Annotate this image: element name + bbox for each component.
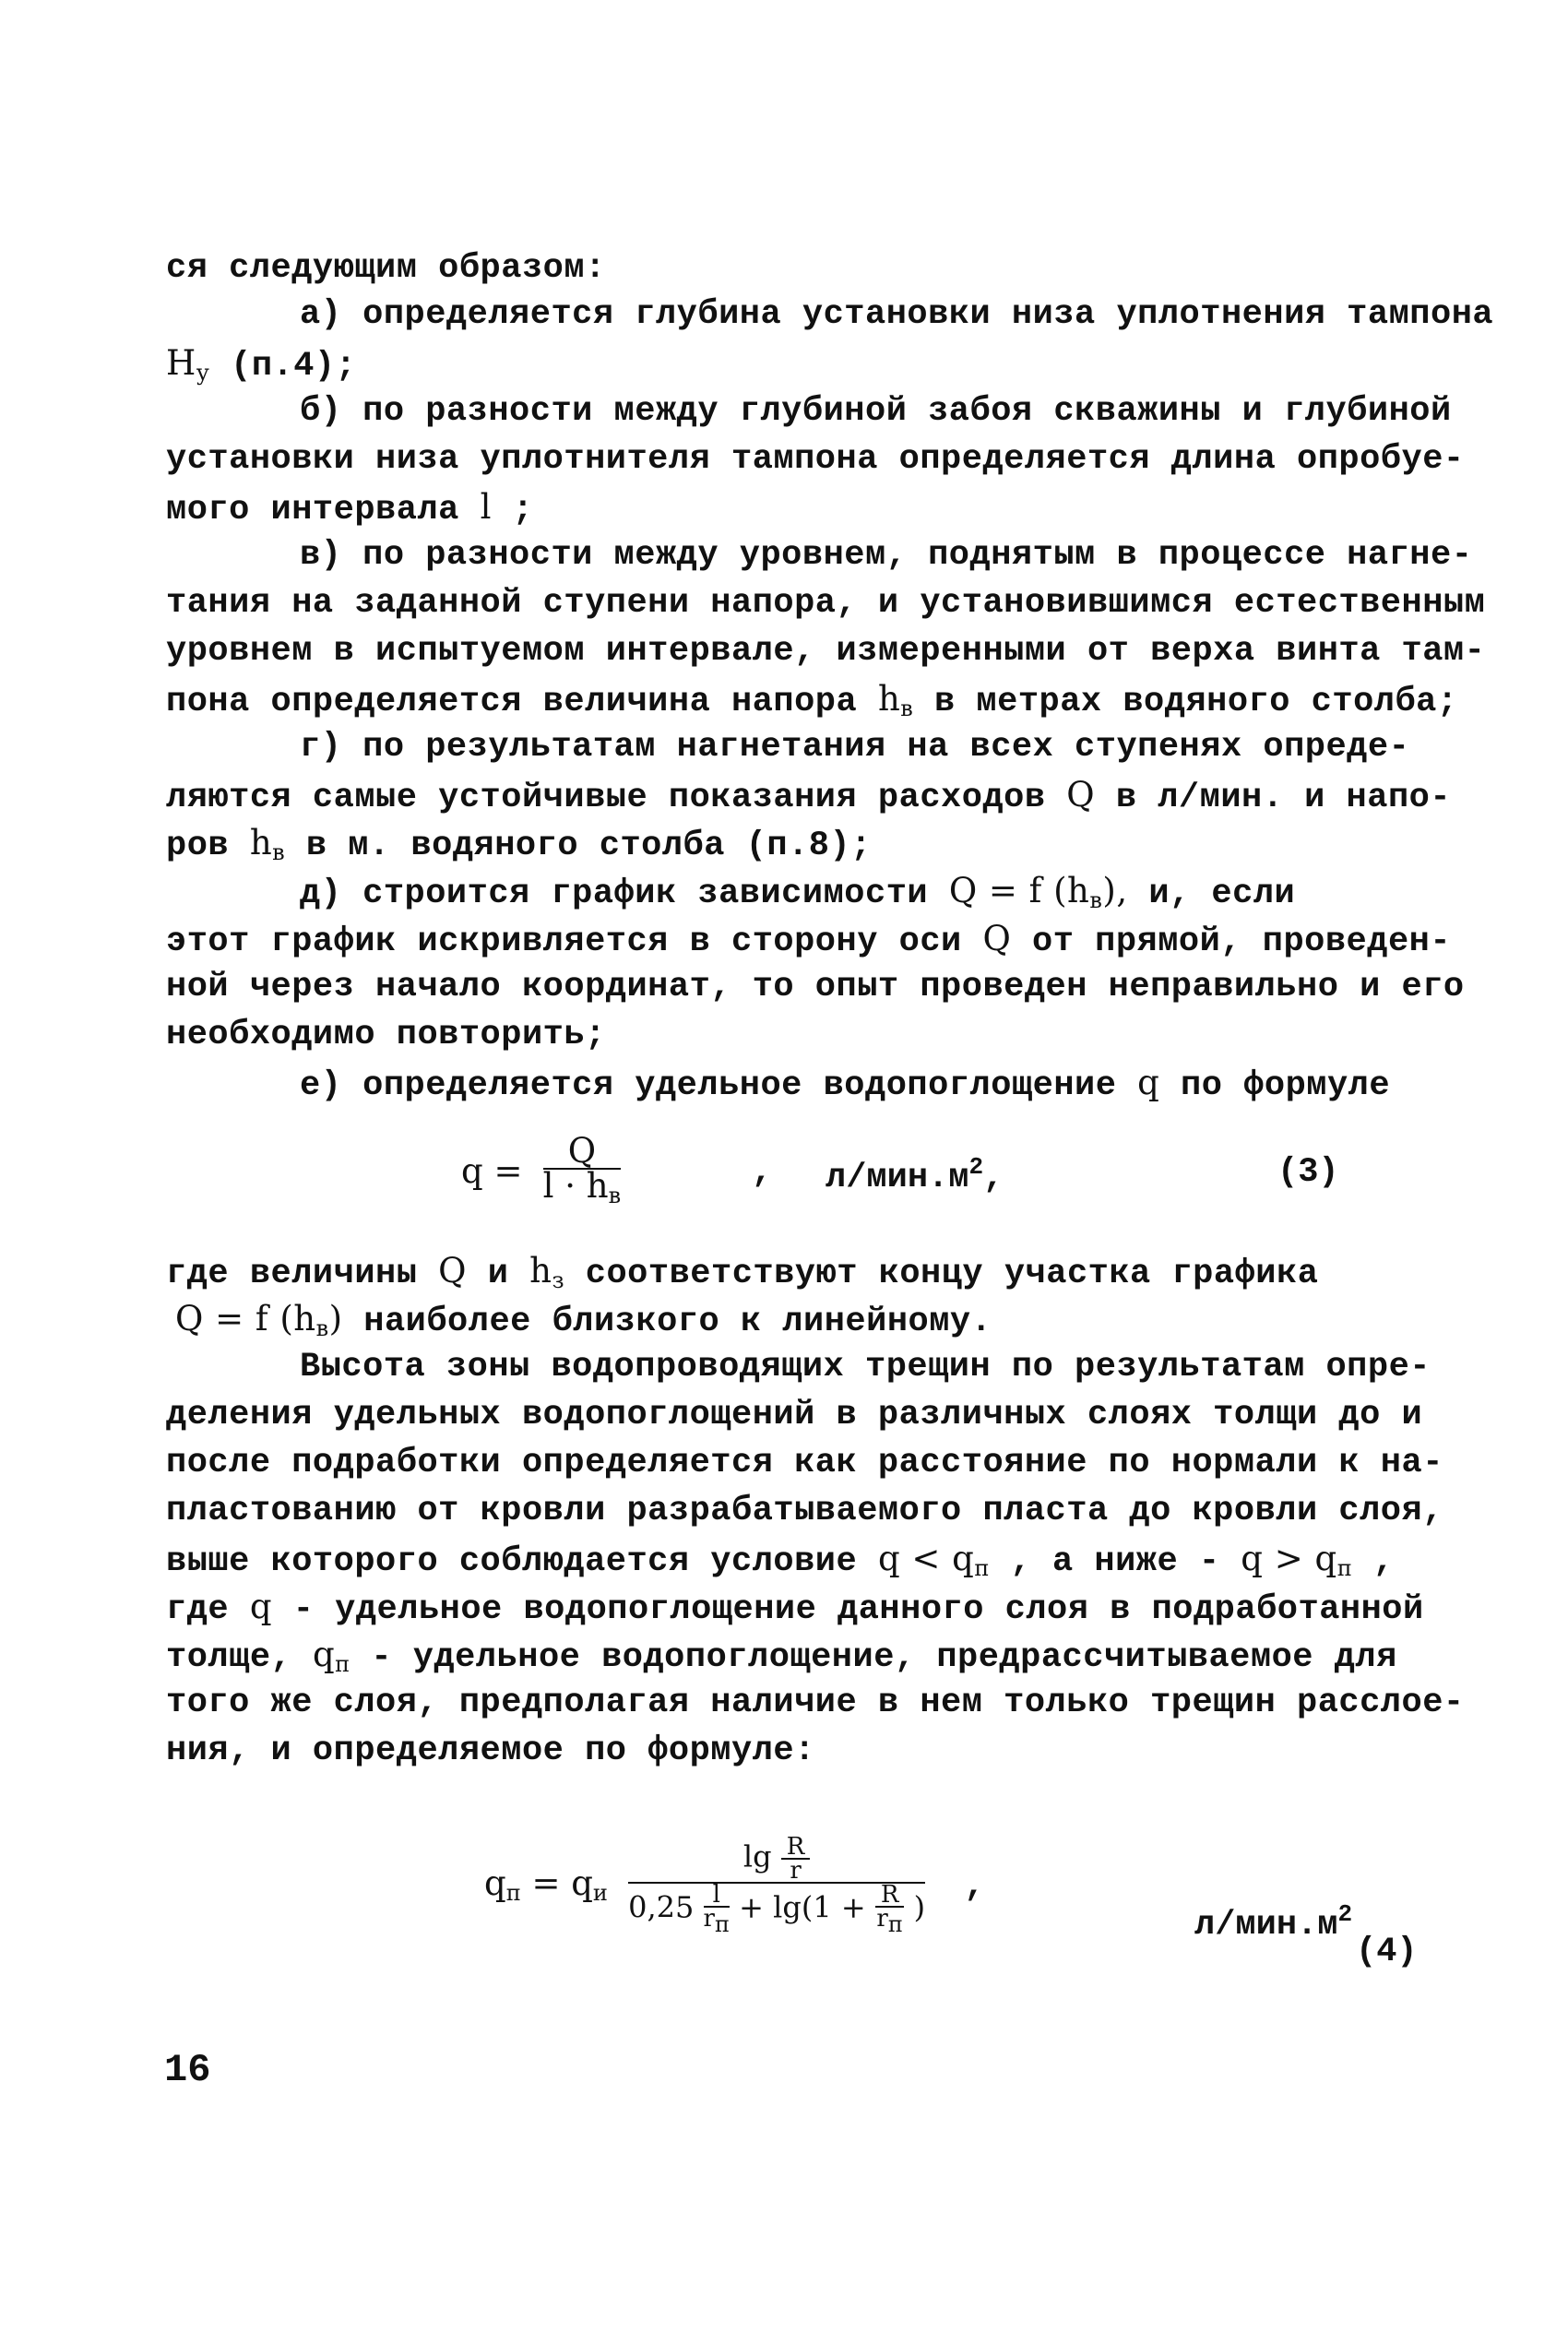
text-fragment: толще, bbox=[166, 1638, 313, 1677]
subscript: п bbox=[714, 1911, 730, 1937]
text-fragment: - удельное водопоглощение, предрассчитываемое для bbox=[350, 1638, 1397, 1677]
text-fragment: и, если bbox=[1127, 874, 1296, 913]
subscript: в bbox=[608, 1183, 622, 1208]
formula-eq: = q bbox=[520, 1862, 593, 1903]
text-line bbox=[166, 1727, 1420, 1775]
formula-units bbox=[1194, 1900, 1352, 1945]
text-line bbox=[300, 291, 1494, 339]
formula-4 bbox=[484, 1833, 985, 1937]
inner-numerator: R bbox=[875, 1884, 905, 1908]
inner-fraction bbox=[875, 1881, 905, 1937]
variable: q bbox=[312, 1635, 336, 1674]
text-fragment: мого интервала bbox=[166, 491, 481, 529]
subscript: з bbox=[552, 1267, 565, 1293]
variable: ), bbox=[1102, 871, 1128, 910]
text-fragment: Высота зоны водопроводящих трещин по результатам опре- bbox=[300, 1348, 1431, 1386]
text-line bbox=[166, 915, 1452, 966]
text-fragment: пластованию от кровли разрабатываемого пласта до кровли слоя, bbox=[166, 1492, 1443, 1530]
subscript: и bbox=[592, 1879, 608, 1906]
subscript: в bbox=[272, 839, 286, 865]
text-fragment: (п.4); bbox=[209, 347, 357, 386]
inner-fraction bbox=[781, 1833, 811, 1885]
text-fragment: б) по разности между глубиной забоя скважины и глубиной bbox=[300, 392, 1452, 431]
log-term: + lg(1 + bbox=[739, 1889, 866, 1925]
subscript: у bbox=[196, 360, 210, 386]
text-fragment: где величины bbox=[166, 1255, 439, 1293]
fraction-denominator bbox=[542, 1166, 622, 1212]
text-line bbox=[166, 627, 1486, 675]
text-line bbox=[166, 1487, 1443, 1535]
text-line bbox=[166, 1439, 1443, 1487]
text-line bbox=[166, 771, 1452, 822]
text-line bbox=[166, 579, 1486, 627]
subscript: п bbox=[974, 1555, 990, 1581]
inner-denominator: r bbox=[790, 1857, 802, 1885]
text-line bbox=[166, 1391, 1423, 1439]
text-fragment: по формуле bbox=[1159, 1066, 1391, 1105]
subscript: п bbox=[335, 1651, 350, 1677]
page-number: 16 bbox=[164, 2048, 211, 2092]
inner-numerator: l bbox=[704, 1884, 730, 1908]
subscript: п bbox=[505, 1879, 521, 1906]
superscript: 2 bbox=[1337, 1900, 1353, 1928]
subscript: в bbox=[1089, 887, 1103, 913]
text-line bbox=[166, 1011, 1420, 1059]
text-fragment: выше которого соблюдается условие bbox=[166, 1542, 878, 1581]
text-fragment: установки низа уплотнителя тампона определяется длина опробуе- bbox=[166, 440, 1465, 479]
variable: Q = f (h bbox=[948, 871, 1090, 910]
separator: , bbox=[964, 1866, 985, 1906]
text-fragment: ров bbox=[166, 827, 250, 865]
equation-number: (3) bbox=[1277, 1153, 1339, 1192]
text-fragment: в метрах водяного столба; bbox=[913, 683, 1458, 721]
text-fragment: в л/мин. и напо- bbox=[1095, 779, 1452, 817]
text-line bbox=[166, 435, 1465, 483]
units-text: л/мин.м bbox=[1194, 1906, 1338, 1945]
inner-denominator: r bbox=[876, 1905, 888, 1933]
text-line bbox=[166, 483, 1420, 534]
formula-separator bbox=[752, 1153, 772, 1192]
close-paren: ) bbox=[913, 1889, 926, 1925]
formula-lhs: q = bbox=[461, 1150, 523, 1191]
subscript: в bbox=[315, 1315, 329, 1341]
text-fragment: д) строится график зависимости bbox=[300, 874, 949, 913]
variable: H bbox=[166, 343, 196, 383]
subscript: п bbox=[1336, 1555, 1353, 1581]
fraction-numerator: Q bbox=[543, 1135, 621, 1170]
variable: Q = f (h bbox=[175, 1299, 316, 1339]
equation-number: (4) bbox=[1356, 1933, 1418, 1971]
text-fragment: , а ниже - bbox=[989, 1542, 1241, 1581]
formula-3 bbox=[461, 1131, 622, 1212]
separator: , bbox=[752, 1153, 773, 1192]
subscript: п bbox=[887, 1911, 903, 1937]
text-fragment: г) по результатам нагнетания на всех ступенях опреде- bbox=[300, 728, 1410, 767]
formula-lhs: q bbox=[484, 1862, 506, 1903]
text-fragment: и bbox=[467, 1255, 530, 1293]
variable: h bbox=[877, 679, 901, 719]
formula-number bbox=[1277, 1153, 1339, 1192]
text-line bbox=[300, 723, 1425, 771]
text-fragment: в) по разности между уровнем, поднятым в процессе нагне- bbox=[300, 536, 1473, 575]
denominator-text: l · h bbox=[542, 1166, 609, 1206]
text-fragment: где bbox=[166, 1590, 250, 1629]
text-line bbox=[300, 1059, 1425, 1110]
text-line bbox=[166, 244, 1420, 292]
text-fragment: ; bbox=[491, 491, 534, 529]
text-fragment: пона определяется величина напора bbox=[166, 683, 878, 721]
formula-units bbox=[826, 1153, 1004, 1197]
text-fragment: ся следующим образом: bbox=[166, 249, 606, 288]
fraction-denominator bbox=[628, 1881, 926, 1937]
variable: l bbox=[480, 487, 492, 527]
variable: q bbox=[1137, 1063, 1160, 1102]
superscript: 2 bbox=[968, 1153, 984, 1181]
text-fragment: того же слоя, предполагая наличие в нем только трещин расслое- bbox=[166, 1684, 1465, 1722]
text-fragment: уровнем в испытуемом интервале, измеренными от верха винта там- bbox=[166, 632, 1486, 671]
text-line bbox=[166, 963, 1465, 1011]
text-fragment: этот график искривляется в сторону оси bbox=[166, 922, 983, 961]
text-fragment: соответствуют концу участка графика bbox=[564, 1255, 1319, 1293]
variable: h bbox=[249, 823, 273, 863]
fraction-numerator bbox=[628, 1833, 925, 1885]
text-fragment: е) определяется удельное водопоглощение bbox=[300, 1066, 1138, 1105]
formula-fraction bbox=[542, 1131, 622, 1212]
coefficient: 0,25 bbox=[628, 1889, 695, 1925]
text-fragment: в м. водяного столба (п.8); bbox=[285, 827, 872, 865]
text-fragment: ния, и определяемое по формуле: bbox=[166, 1731, 815, 1770]
variable: ) bbox=[328, 1299, 343, 1339]
text-fragment: необходимо повторить; bbox=[166, 1016, 606, 1054]
variable: q < q bbox=[877, 1539, 975, 1578]
text-fragment: наиболее близкого к линейному. bbox=[342, 1303, 992, 1341]
text-line bbox=[300, 387, 1452, 435]
formula-number bbox=[1356, 1933, 1418, 1971]
text-fragment: тания на заданной ступени напора, и установившимся естественным bbox=[166, 584, 1486, 623]
text-fragment: - удельное водопоглощение данного слоя в подработанной bbox=[272, 1590, 1424, 1629]
variable: Q bbox=[982, 919, 1012, 958]
text-fragment: , bbox=[1352, 1542, 1395, 1581]
units-text: л/мин.м bbox=[826, 1159, 969, 1197]
text-fragment: от прямой, проведен- bbox=[1011, 922, 1452, 961]
units-end: , bbox=[983, 1159, 1004, 1197]
variable: q > q bbox=[1241, 1539, 1337, 1578]
formula-fraction bbox=[628, 1833, 926, 1937]
variable: h bbox=[529, 1251, 552, 1291]
text-line bbox=[166, 1679, 1465, 1727]
log-text: lg bbox=[742, 1838, 772, 1874]
subscript: в bbox=[900, 696, 914, 721]
text-line bbox=[300, 531, 1473, 579]
inner-fraction bbox=[703, 1881, 730, 1937]
text-fragment: ляются самые устойчивые показания расходов bbox=[166, 779, 1067, 817]
text-fragment: а) определяется глубина установки низа уплотнения тампона bbox=[300, 295, 1494, 334]
variable: Q bbox=[1066, 775, 1096, 815]
text-fragment: деления удельных водопоглощений в различных слоях толщи до и bbox=[166, 1396, 1423, 1434]
text-fragment: ной через начало координат, то опыт проведен неправильно и его bbox=[166, 968, 1465, 1006]
inner-numerator: R bbox=[781, 1836, 811, 1860]
variable: q bbox=[249, 1587, 273, 1626]
text-fragment: после подработки определяется как расстояние по нормали к на- bbox=[166, 1444, 1443, 1482]
text-line bbox=[166, 1583, 1424, 1634]
variable: Q bbox=[438, 1251, 467, 1291]
text-line bbox=[300, 1343, 1431, 1391]
inner-denominator: r bbox=[703, 1905, 715, 1933]
